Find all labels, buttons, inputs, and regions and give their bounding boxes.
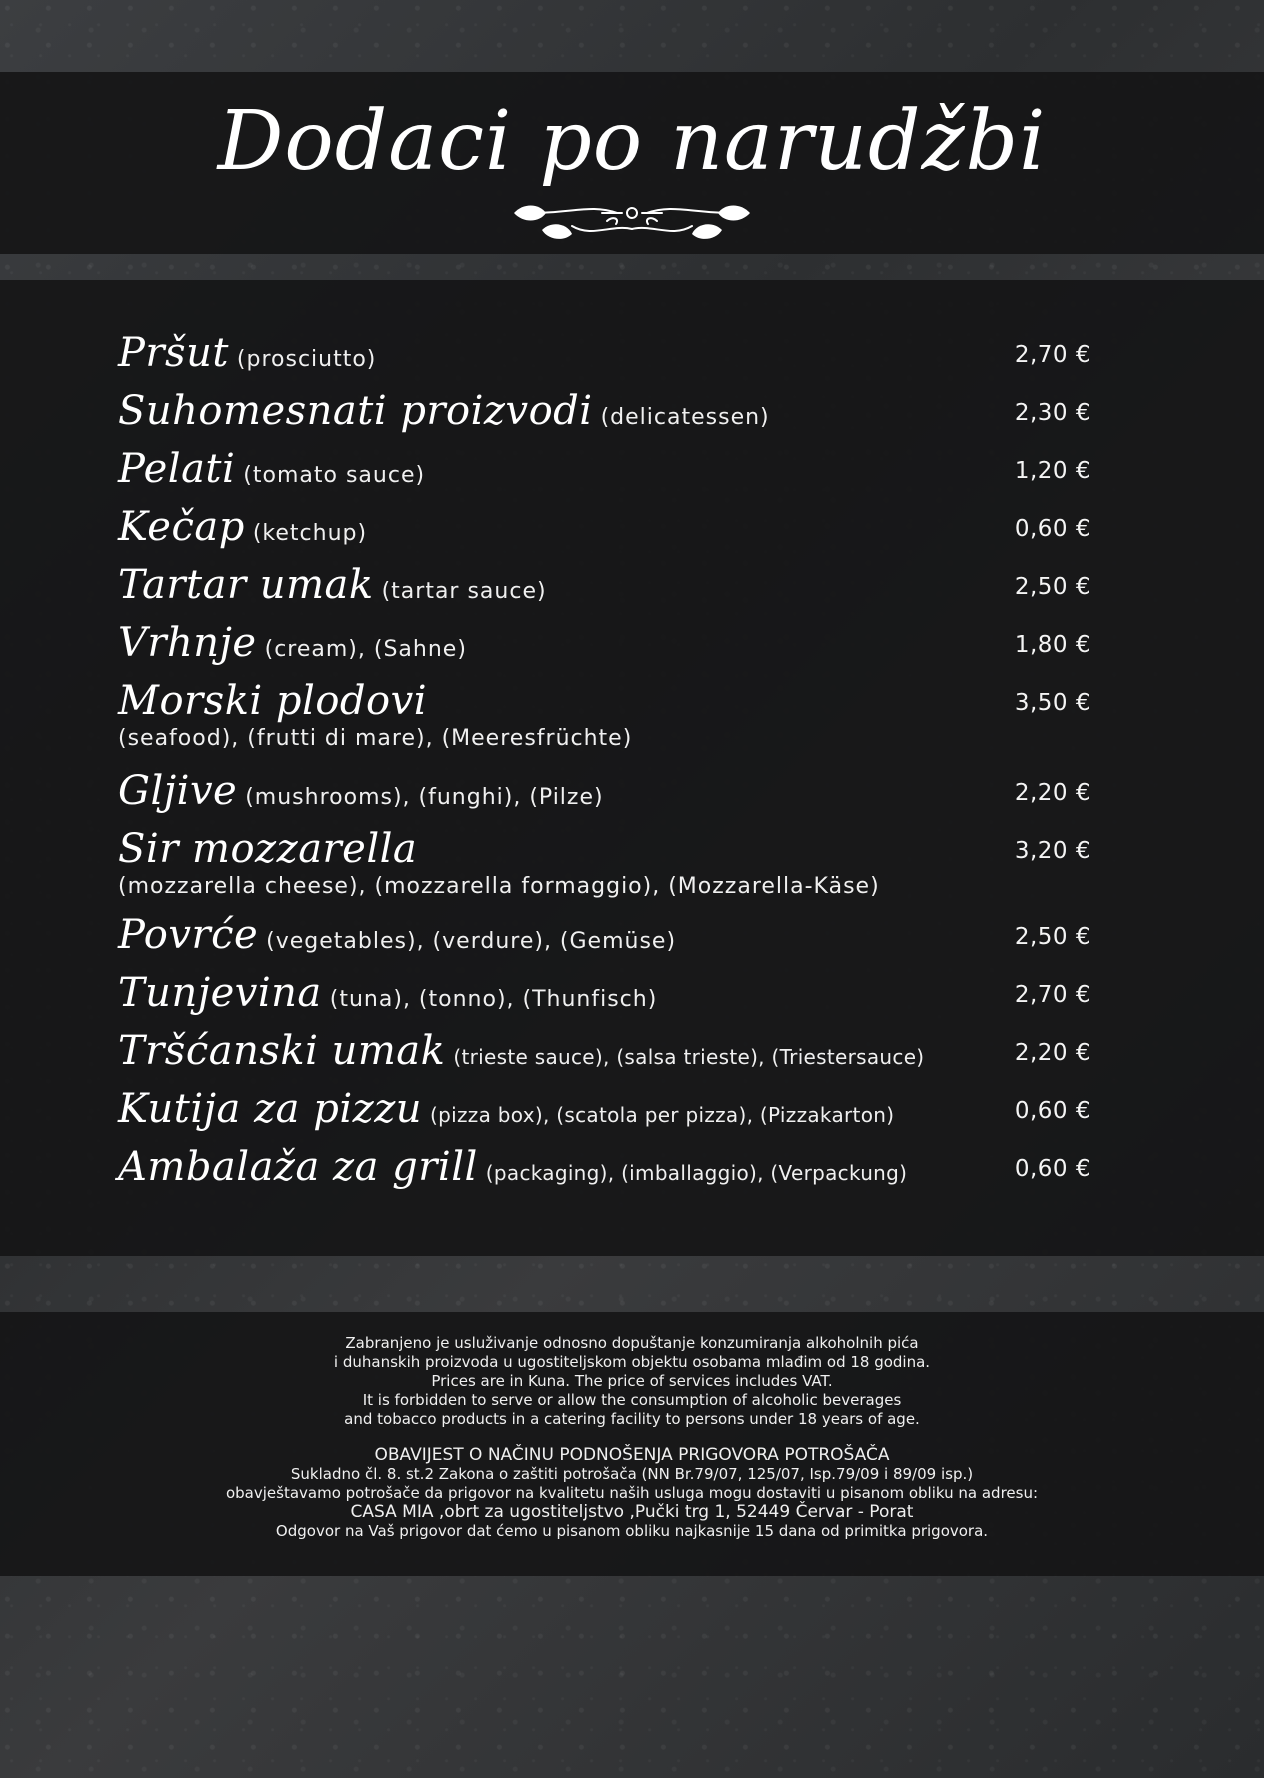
menu-item-sir-mozzarella (118, 826, 1118, 916)
item-name: Ambalaža za grill (118, 1144, 478, 1190)
item-price: 1,80 € (1014, 632, 1091, 658)
page-title: Dodaci po narudžbi (217, 94, 1047, 189)
menu-item-gljive (118, 768, 1118, 828)
menu-item-povrce (118, 912, 1118, 972)
footer-spacer (150, 1429, 1114, 1446)
item-price: 0,60 € (1014, 1156, 1091, 1182)
item-description: (tartar sauce) (381, 579, 547, 604)
item-description: (delicatessen) (600, 405, 770, 430)
menu-item-suhomesnati (118, 388, 1118, 448)
item-price: 2,20 € (1014, 780, 1091, 806)
menu-item-tartar (118, 562, 1118, 622)
item-price: 2,70 € (1014, 342, 1091, 368)
item-price: 2,50 € (1014, 574, 1091, 600)
item-name: Gljive (118, 768, 238, 814)
item-description: (ketchup) (252, 521, 368, 546)
item-name: Suhomesnati proizvodi (118, 388, 593, 434)
item-description: (packaging), (imballaggio), (Verpackung) (485, 1161, 908, 1185)
menu-item-vrhnje (118, 620, 1118, 680)
item-price: 1,20 € (1014, 458, 1091, 484)
footer-warning-line: It is forbidden to serve or allow the consumption of alcoholic beverages (362, 1391, 902, 1409)
menu-item-trscanski-umak (118, 1028, 1118, 1088)
item-name: Tršćanski umak (118, 1028, 446, 1074)
item-description: (mozzarella cheese), (mozzarella formaggio), (Mozzarella-Käse) (118, 874, 880, 899)
footer-notice-line: obavještavamo potrošače da prigovor na kvalitetu naših usluga mogu dostaviti u pisanom obliku na adresu: (225, 1484, 1039, 1502)
footer-notice-title: OBAVIJEST O NAČINU PODNOŠENJA PRIGOVORA POTROŠAČA (374, 1445, 890, 1465)
item-name: Povrće (118, 912, 259, 958)
footer-warning-line: and tobacco products in a catering facility to persons under 18 years of age. (344, 1410, 920, 1428)
item-name: Pelati (118, 446, 236, 492)
item-description: (mushrooms), (funghi), (Pilze) (245, 785, 604, 810)
menu-item-morski-plodovi (118, 678, 1118, 768)
item-description: (pizza box), (scatola per pizza), (Pizzakarton) (430, 1103, 895, 1127)
footer-address-line: CASA MIA ,obrt za ugostiteljstvo ,Pučki trg 1, 52449 Červar - Porat (350, 1502, 914, 1522)
item-price: 0,60 € (1014, 1098, 1091, 1124)
footer-warning-line: i duhanskih proizvoda u ugostiteljskom objektu osobama mlađim od 18 godina. (333, 1353, 931, 1371)
footer-warning-line: Prices are in Kuna. The price of services includes VAT. (431, 1372, 833, 1390)
item-price: 2,50 € (1014, 924, 1091, 950)
menu-item-tunjevina (118, 970, 1118, 1030)
item-description: (tomato sauce) (243, 463, 426, 488)
item-price: 2,20 € (1014, 1040, 1091, 1066)
item-price: 3,50 € (1014, 690, 1091, 716)
item-description: (cream), (Sahne) (264, 637, 467, 662)
menu-item-kecap (118, 504, 1118, 564)
item-name: Tunjevina (118, 970, 322, 1016)
footer-notice (150, 1334, 1114, 1541)
item-name: Kutija za pizzu (118, 1086, 423, 1132)
item-description: (prosciutto) (236, 347, 377, 372)
item-description: (trieste sauce), (salsa trieste), (Triestersauce) (453, 1045, 925, 1069)
item-name: Pršut (118, 330, 229, 376)
item-price: 2,70 € (1014, 982, 1091, 1008)
item-name: Sir mozzarella (118, 826, 418, 872)
menu-item-kutija-za-pizzu (118, 1086, 1118, 1146)
leaf-ornament-icon (512, 196, 752, 246)
menu-item-prsut (118, 330, 1118, 390)
menu-item-ambalaza-za-grill (118, 1144, 1118, 1204)
item-name: Morski plodovi (118, 678, 427, 724)
footer-notice-line: Odgovor na Vaš prigovor dat ćemo u pisanom obliku najkasnije 15 dana od primitka prigovora. (275, 1522, 989, 1540)
item-price: 0,60 € (1014, 516, 1091, 542)
item-description: (vegetables), (verdure), (Gemüse) (266, 929, 677, 954)
item-price: 2,30 € (1014, 400, 1091, 426)
item-name: Vrhnje (118, 620, 257, 666)
menu-item-pelati (118, 446, 1118, 506)
item-name: Kečap (118, 504, 245, 550)
item-price: 3,20 € (1014, 838, 1091, 864)
item-description: (tuna), (tonno), (Thunfisch) (329, 987, 658, 1012)
footer-warning-line: Zabranjeno je usluživanje odnosno dopuštanje konzumiranja alkoholnih pića (345, 1334, 919, 1352)
item-description: (seafood), (frutti di mare), (Meeresfrüchte) (118, 726, 633, 751)
item-name: Tartar umak (118, 562, 374, 608)
footer-notice-line: Sukladno čl. 8. st.2 Zakona o zaštiti potrošača (NN Br.79/07, 125/07, Isp.79/09 i 89/09 isp.) (290, 1465, 974, 1483)
